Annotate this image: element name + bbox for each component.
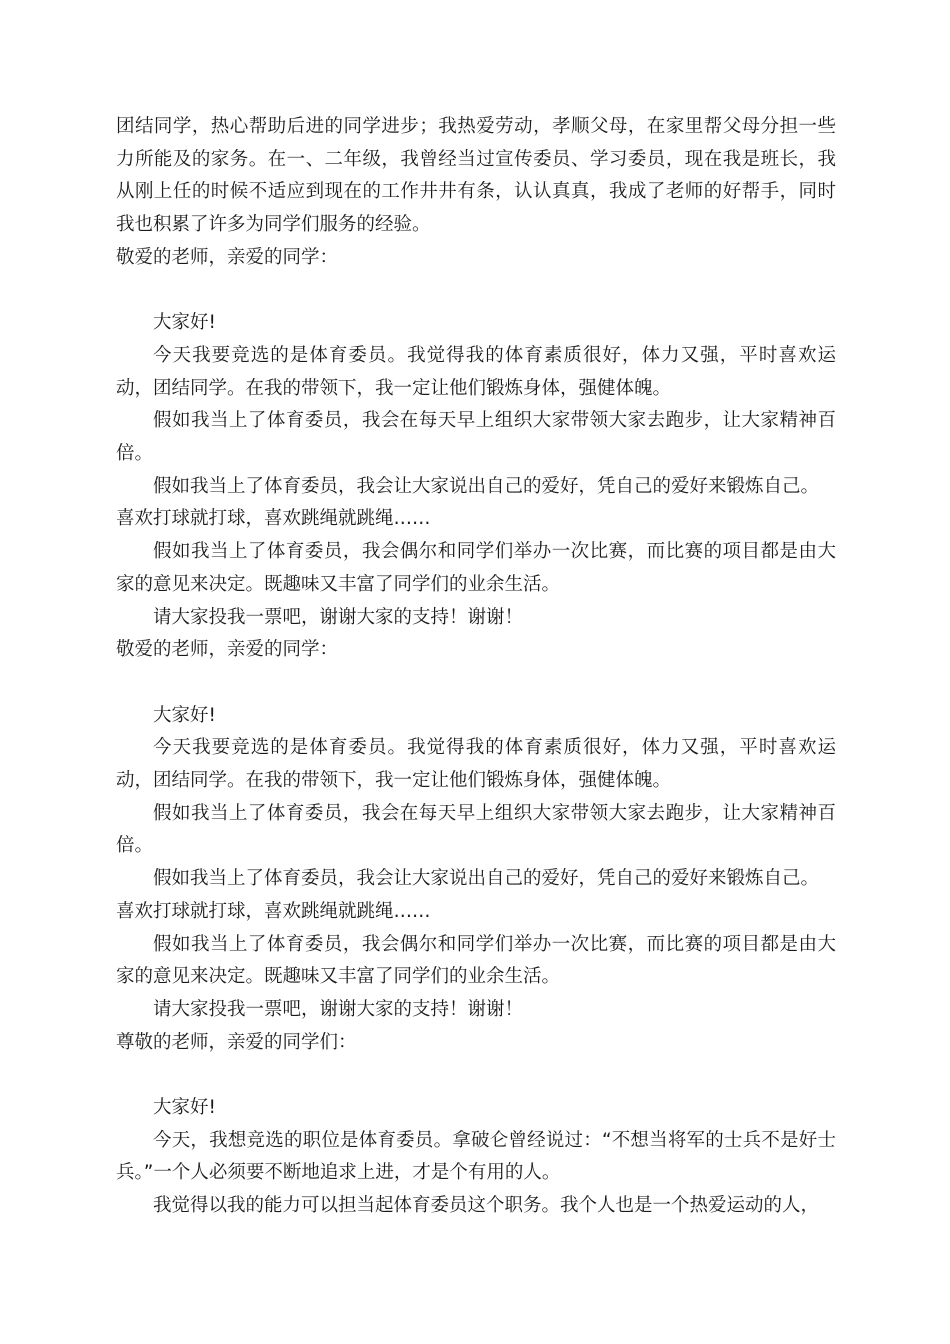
- intro-paragraph: 团结同学，热心帮助后进的同学进步；我热爱劳动，孝顺父母，在家里帮父母分担一些力所能及的家务。在一、二年级，我曾经当过宣传委员、学习委员，现在我是班长，我从刚上任的时候不适应到现在的工作井井有条，认认真真，我成了老师的好帮手，同时我也积累了许多为同学们服务的经验。: [116, 116, 836, 236]
- speech1-paragraph: 假如我当上了体育委员，我会让大家说出自己的爱好，凭自己的爱好来锻炼自己。: [153, 475, 820, 497]
- document-body: [116, 111, 836, 1223]
- speech2-paragraph: 假如我当上了体育委员，我会让大家说出自己的爱好，凭自己的爱好来锻炼自己。: [153, 868, 820, 890]
- speech1-paragraph: 今天我要竞选的是体育委员。我觉得我的体育素质很好，体力又强，平时喜欢运动，团结同学。在我的带领下，我一定让他们锻炼身体，强健体魄。: [116, 344, 836, 399]
- speech1-paragraph: 假如我当上了体育委员，我会在每天早上组织大家带领大家去跑步，让大家精神百倍。: [116, 410, 836, 465]
- speech2-paragraph: 假如我当上了体育委员，我会偶尔和同学们举办一次比赛，而比赛的项目都是由大家的意见来决定。既趣味又丰富了同学们的业余生活。: [116, 933, 836, 988]
- speech1-greeting: 大家好!: [153, 312, 216, 334]
- speech2-greeting: 大家好!: [153, 704, 216, 726]
- speech1-hobby-line: 喜欢打球就打球，喜欢跳绳就跳绳……: [116, 508, 431, 530]
- blank-line: [116, 275, 836, 308]
- speech2-hobby-line: 喜欢打球就打球，喜欢跳绳就跳绳……: [116, 900, 431, 922]
- speech2-paragraph: 假如我当上了体育委员，我会在每天早上组织大家带领大家去跑步，让大家精神百倍。: [116, 802, 836, 857]
- speech3-greeting: 大家好!: [153, 1097, 216, 1119]
- speech3-paragraph: 我觉得以我的能力可以担当起体育委员这个职务。我个人也是一个热爱运动的人，: [153, 1195, 820, 1217]
- speech1-salutation: 敬爱的老师，亲爱的同学：: [116, 246, 339, 268]
- speech1-paragraph: 假如我当上了体育委员，我会偶尔和同学们举办一次比赛，而比赛的项目都是由大家的意见来决定。既趣味又丰富了同学们的业余生活。: [116, 541, 836, 595]
- blank-line: [116, 667, 836, 700]
- speech3-salutation: 尊敬的老师，亲爱的同学们：: [116, 1031, 357, 1053]
- speech1-closing: 请大家投我一票吧，谢谢大家的支持！谢谢！: [153, 606, 524, 628]
- speech2-salutation: 敬爱的老师，亲爱的同学：: [116, 639, 339, 661]
- blank-line: [116, 1059, 836, 1092]
- speech2-paragraph: 今天我要竞选的是体育委员。我觉得我的体育素质很好，体力又强，平时喜欢运动，团结同学。在我的带领下，我一定让他们锻炼身体，强健体魄。: [116, 737, 836, 792]
- speech2-closing: 请大家投我一票吧，谢谢大家的支持！谢谢！: [153, 998, 524, 1020]
- speech3-paragraph: 今天，我想竞选的职位是体育委员。拿破仑曾经说过：“不想当将军的士兵不是好士兵。”一个人必须要不断地追求上进，才是个有用的人。: [116, 1129, 836, 1184]
